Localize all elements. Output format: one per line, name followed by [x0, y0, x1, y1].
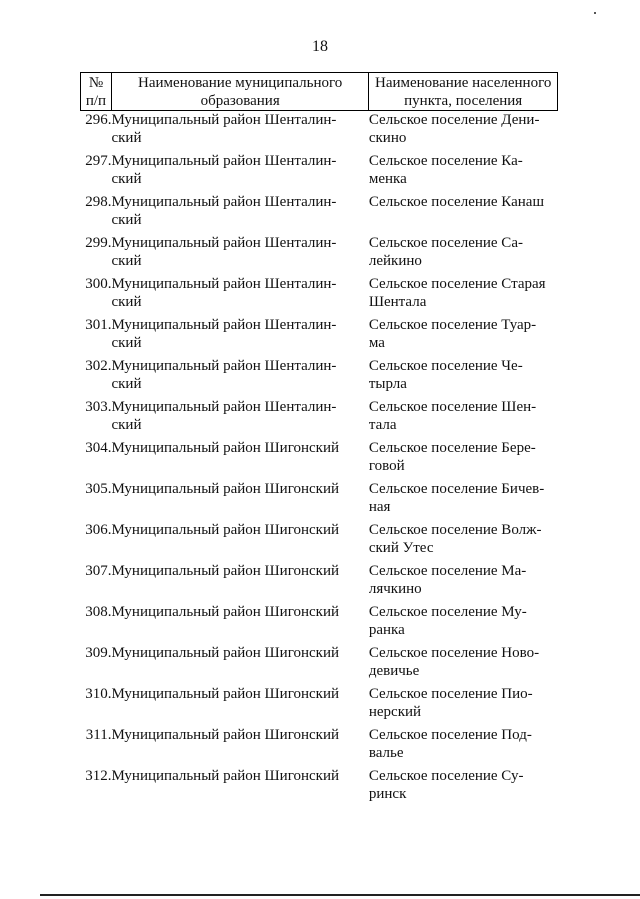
- table-row: [81, 398, 558, 439]
- scan-edge-line: [40, 894, 640, 896]
- header-row: [81, 73, 558, 111]
- header-number: № п/п: [81, 73, 112, 111]
- municipality-cell: Муниципальный район Шенталин- ский: [111, 399, 337, 433]
- municipality-cell: Муниципальный район Шенталин- ский: [111, 194, 337, 228]
- table-row: [81, 644, 558, 685]
- row-number: 298.: [85, 194, 112, 210]
- settlement-cell: Сельское поселение Ка- менка: [368, 153, 523, 187]
- row-number: 301.: [85, 317, 112, 333]
- municipality-cell: Муниципальный район Шигонский: [111, 440, 339, 456]
- table-row: [81, 111, 558, 153]
- table-row: [81, 521, 558, 562]
- municipality-cell: Муниципальный район Шенталин- ский: [111, 317, 337, 351]
- settlement-cell: Сельское поселение Пио- нерский: [368, 686, 533, 720]
- row-number: 310.: [85, 686, 112, 702]
- row-number: 302.: [85, 358, 112, 374]
- table-row: [81, 275, 558, 316]
- row-number: 306.: [85, 522, 112, 538]
- row-number: 303.: [85, 399, 112, 415]
- settlement-cell: Сельское поселение Под- валье: [368, 727, 532, 761]
- row-number: 296.: [85, 112, 112, 128]
- municipality-cell: Муниципальный район Шенталин- ский: [111, 153, 337, 187]
- table-row: [81, 480, 558, 521]
- municipality-cell: Муниципальный район Шенталин- ский: [111, 235, 337, 269]
- row-number: 307.: [85, 563, 112, 579]
- row-number: 311.: [85, 727, 112, 743]
- settlement-cell: Сельское поселение Шен- тала: [368, 399, 537, 433]
- settlement-cell: Сельское поселение Ма- лячкино: [368, 563, 527, 597]
- municipality-cell: Муниципальный район Шенталин- ский: [111, 276, 337, 310]
- row-number: 304.: [85, 440, 112, 456]
- settlement-cell: Сельское поселение Че- тырла: [368, 358, 523, 392]
- table-row: [81, 439, 558, 480]
- municipality-cell: Муниципальный район Шигонский: [111, 727, 339, 743]
- settlement-cell: Сельское поселение Су- ринск: [368, 768, 524, 802]
- settlement-cell: Сельское поселение Дени- скино: [368, 112, 540, 146]
- table-row: [81, 562, 558, 603]
- municipality-cell: Муниципальный район Шигонский: [111, 522, 339, 538]
- row-number: 312.: [85, 768, 112, 784]
- settlement-cell: Сельское поселение Канаш: [368, 194, 545, 210]
- settlement-cell: Сельское поселение Бере- говой: [368, 440, 536, 474]
- row-number: 308.: [85, 604, 112, 620]
- table-row: [81, 234, 558, 275]
- settlements-table: [80, 72, 558, 808]
- table-row: [81, 726, 558, 767]
- settlement-cell: Сельское поселение Му- ранка: [368, 604, 527, 638]
- table-row: [81, 193, 558, 234]
- municipality-cell: Муниципальный район Шигонский: [111, 768, 339, 784]
- table-row: [81, 685, 558, 726]
- municipality-cell: Муниципальный район Шигонский: [111, 645, 339, 661]
- row-number: 300.: [85, 276, 112, 292]
- row-number: 297.: [85, 153, 112, 169]
- settlement-cell: Сельское поселение Са- лейкино: [368, 235, 523, 269]
- header-settlement: Наименование населенного пункта, поселения: [369, 73, 558, 111]
- municipality-cell: Муниципальный район Шигонский: [111, 604, 339, 620]
- row-number: 305.: [85, 481, 112, 497]
- settlement-cell: Сельское поселение Ново- девичье: [368, 645, 540, 679]
- table-row: [81, 767, 558, 808]
- table-row: [81, 603, 558, 644]
- row-number: 299.: [85, 235, 112, 251]
- settlement-cell: Сельское поселение Бичев- ная: [368, 481, 545, 515]
- municipality-cell: Муниципальный район Шигонский: [111, 686, 339, 702]
- page-number: 18: [312, 38, 328, 55]
- table-row: [81, 357, 558, 398]
- settlement-cell: Сельское поселение Туар- ма: [368, 317, 537, 351]
- table-header: [81, 73, 558, 111]
- settlement-cell: Сельское поселение Волж- ский Утес: [368, 522, 542, 556]
- municipality-cell: Муниципальный район Шигонский: [111, 563, 339, 579]
- municipality-cell: Муниципальный район Шенталин- ский: [111, 358, 337, 392]
- row-number: 309.: [85, 645, 112, 661]
- table-row: [81, 316, 558, 357]
- municipality-cell: Муниципальный район Шигонский: [111, 481, 339, 497]
- settlement-cell: Сельское поселение Старая Шентала: [368, 276, 546, 310]
- table-row: [81, 152, 558, 193]
- header-municipality: Наименование муниципального образования: [111, 73, 368, 111]
- scan-speck: [594, 12, 596, 14]
- table-body: [81, 111, 558, 809]
- municipality-cell: Муниципальный район Шенталин- ский: [111, 112, 337, 146]
